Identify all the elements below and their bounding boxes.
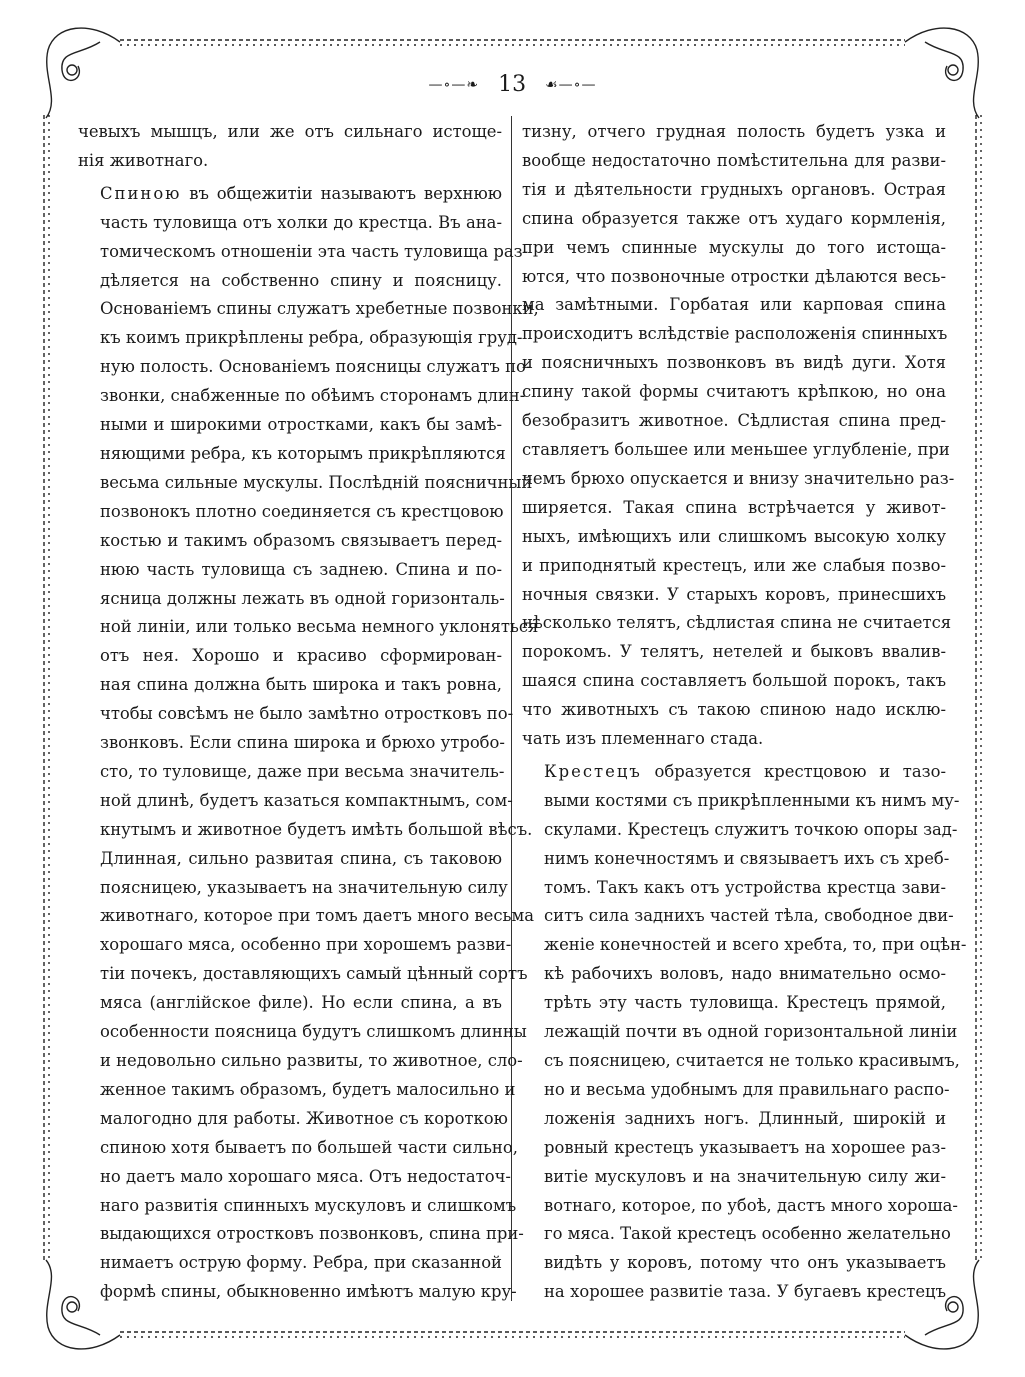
text-line: ситъ сила заднихъ частей тѣла, свободное дви- (544, 906, 954, 926)
text-line: хорошаго мяса, особенно при хорошемъ разви- (100, 935, 512, 955)
text-line: нія животнаго. (78, 150, 209, 170)
text-line: отъ нея. Хорошо и красиво сформирован- (100, 646, 502, 666)
text-line: ную полость. Основаніемъ поясницы служатъ по- (100, 357, 532, 377)
text-line: нѣсколько телятъ, сѣдлистая спина не считается (522, 613, 952, 633)
text-line: тія и дѣятельности грудныхъ органовъ. Острая (522, 179, 946, 199)
text-line: го мяса. Такой крестецъ особенно желательно (544, 1224, 951, 1244)
text-line: чать изъ племеннаго стада. (522, 729, 764, 749)
text-line: Основаніемъ спины служатъ хребетные позвонки, (100, 299, 539, 319)
text-line: ровный крестецъ указываетъ на хорошее раз- (544, 1137, 946, 1157)
text-line: витіе мускуловъ и на значительную силу жи- (544, 1166, 946, 1186)
text-line: звонковъ. Если спина широка и брюхо утробо- (100, 733, 505, 753)
text-line: при чемъ спинные мускулы до того истоща- (522, 237, 946, 257)
right-column (522, 118, 967, 1307)
text-line: ночныя связки. У старыхъ коровъ, принесшихъ (522, 584, 946, 604)
paragraph-croup: Крестецъ образуется крестцовою и тазо- выми костями съ прикрѣпленными къ нимъ му- скулами. Крестецъ служитъ точкою опоры зад- нимъ конечностямъ и связываетъ ихъ съ хреб- томъ. Такъ какъ отъ устройства крестца зави- ситъ сила заднихъ частей тѣла, свободное дви- женіе конечностей и всего хребта, то, при оцѣн- кѣ рабочихъ воловъ, надо внимательно осмо- трѣть эту часть туловища. Крестецъ прямой, лежащій почти въ одной горизонтальной линіи съ поясницею, считается не только красивымъ, но и весьма удобнымъ для правильнаго распо- ложенія заднихъ ногъ. Длинный, широкій и ровный крестецъ указываетъ на хорошее раз- витіе мускуловъ и на значительную силу жи- вотнаго, которое, по убоѣ, дастъ много хороша- го мяса. Такой крестецъ особенно желательно видѣть у коровъ, потому что онъ указываетъ на хорошее развитіе таза. У бугаевъ крестецъ (522, 758, 946, 1307)
text-line: звонки, снабженные по обѣимъ сторонамъ длин- (100, 386, 526, 406)
text-line: шаяся спина составляетъ большой порокъ, такъ (522, 671, 946, 691)
text-line: но даетъ мало хорошаго мяса. Отъ недостаточ- (100, 1166, 511, 1186)
text-line: наго развитія спинныхъ мускуловъ и слишкомъ (100, 1195, 517, 1215)
text-line: мяса (англійское филе). Но если спина, а въ (100, 993, 502, 1013)
paragraph-continued (78, 118, 502, 176)
text-line: и недовольно сильно развиты, то животное, сло- (100, 1051, 523, 1070)
text-line: безобразитъ животное. Сѣдлистая спина пред- (522, 411, 946, 431)
text-line: Длинная, сильно развитая спина, съ таковою (100, 848, 502, 868)
text-line: на хорошее развитіе таза. У бугаевъ крестецъ (544, 1282, 946, 1302)
text-line: выдающихся отростковъ позвонковъ, спина при- (100, 1224, 524, 1244)
text-line: чтобы совсѣмъ не было замѣтно отростковъ по- (100, 704, 514, 724)
text-line: вотнаго, которое, по убоѣ, дастъ много хороша- (544, 1195, 958, 1215)
text-line: ныхъ, имѣющихъ или слишкомъ высокую холку (522, 526, 946, 546)
text-line: но и весьма удобнымъ для правильнаго распо- (544, 1079, 950, 1099)
text-line: формѣ спины, обыкновенно имѣютъ малую кру- (100, 1282, 517, 1302)
text-line: малогодно для работы. Животное съ короткою (100, 1108, 508, 1128)
text-line: чемъ брюхо опускается и внизу значительно раз- (522, 468, 955, 488)
text-line: ются, что позвоночные отростки дѣлаются весь- (522, 266, 946, 286)
text-line: чевыхъ мышцъ, или же отъ сильнаго истоще- (78, 122, 502, 141)
text-line: спиною хотя бываетъ по большей части сильно, (100, 1137, 518, 1157)
text-line: ной линіи, или только весьма немного уклоняться (100, 617, 539, 637)
paragraph-continued (522, 118, 955, 754)
text-line: ложенія заднихъ ногъ. Длинный, широкій и (544, 1108, 946, 1128)
text-line: томическомъ отношеніи эта часть туловища раз- (100, 241, 529, 261)
text-line: происходитъ вслѣдствіе расположенія спинныхъ (522, 324, 948, 344)
text-line: и приподнятый крестецъ, или же слабыя позво- (522, 555, 946, 575)
header-ornament-left: —∘—❧ (428, 77, 480, 93)
text-line: костью и такимъ образомъ связываетъ перед- (100, 530, 502, 550)
text-line: видѣть у коровъ, потому что онъ указываетъ (544, 1253, 946, 1273)
text-line: кѣ рабочихъ воловъ, надо внимательно осмо- (544, 964, 946, 984)
text-line: трѣть эту часть туловища. Крестецъ прямой, (544, 993, 946, 1013)
text-line: лежащій почти въ одной горизонтальной линіи (544, 1022, 958, 1042)
text-line: няющими ребра, къ которымъ прикрѣпляются (100, 443, 506, 463)
text-line: нюю часть туловища съ заднею. Спина и по- (100, 559, 502, 579)
text-line: позвонокъ плотно соединяется съ крестцовою (100, 501, 504, 521)
text-line: сто, то туловище, даже при весьма значитель- (100, 761, 505, 781)
text-line: весьма сильные мускулы. Послѣдній поясничный (100, 472, 533, 492)
text-line: дѣляется на собственно спину и поясницу. (100, 270, 502, 290)
text-line: ными и широкими отростками, какъ бы замѣ- (100, 415, 502, 435)
text-line: ясница должны лежать въ одной горизонталь- (100, 588, 505, 608)
text-line: томъ. Такъ какъ отъ устройства крестца зави- (544, 877, 946, 897)
header-ornament-right: ☙—∘— (545, 77, 597, 93)
text-line: спину такой формы считаютъ крѣпкою, но она (522, 382, 946, 402)
text-line: выми костями съ прикрѣпленными къ нимъ му- (544, 790, 960, 810)
text-line: порокомъ. У телятъ, нетелей и быковъ ввалив- (522, 642, 946, 662)
text-line: ма замѣтными. Горбатая или карповая спина (522, 295, 946, 315)
text-line: животнаго, которое при томъ даетъ много весьма (100, 906, 534, 926)
text-line: и поясничныхъ позвонковъ въ видѣ дуги. Хотя (522, 353, 946, 373)
text-line: тіи почекъ, доставляющихъ самый цѣнный сортъ (100, 964, 528, 984)
text-line: часть туловища отъ холки до крестца. Въ ана- (100, 212, 502, 232)
text-line: ной длинѣ, будетъ казаться компактнымъ, сом- (100, 790, 513, 810)
text-line: нимаетъ острую форму. Ребра, при сказанной (100, 1253, 502, 1273)
text-line: женіе конечностей и всего хребта, то, при оцѣн- (544, 935, 967, 955)
text-line: ная спина должна быть широка и такъ ровна, (100, 675, 502, 695)
text-line: ставляетъ большее или меньшее углубленіе, при (522, 439, 950, 459)
text-line: особенности поясница будутъ слишкомъ длинны (100, 1022, 527, 1042)
term-krestets: Крестецъ (544, 761, 642, 781)
text-line: нимъ конечностямъ и связываетъ ихъ съ хреб- (544, 848, 950, 868)
text-line: ширяется. Такая спина встрѣчается у живот- (522, 497, 946, 517)
text-line: спина образуется также отъ худаго кормленія, (522, 208, 946, 228)
text-line: поясницею, указываетъ на значительную силу (100, 877, 508, 897)
term-spina: Спиною (100, 183, 182, 203)
text-line: что животныхъ съ такою спиною надо исклю- (522, 700, 946, 720)
text-line: тизну, отчего грудная полость будетъ узка и (522, 122, 946, 141)
text-line: съ поясницею, считается не только красивымъ, (544, 1051, 960, 1070)
text-line: женное такимъ образомъ, будетъ малосильно и (100, 1079, 516, 1099)
page-header (0, 72, 1025, 97)
paragraph-back: Спиною въ общежитіи называютъ верхнюю часть туловища отъ холки до крестца. Въ ана- томическомъ отношеніи эта часть туловища раз- дѣляется на собственно спину и поясницу. Основаніемъ спины служатъ хребетные позвонки, къ коимъ прикрѣплены ребра, образующія груд- ную полость. Основаніемъ поясницы служатъ по- звонки, снабженные по обѣимъ сторонамъ длин- ными и широкими отростками, какъ бы замѣ- няющими ребра, къ которымъ прикрѣпляются весьма сильные мускулы. Послѣдній поясничный позвонокъ плотно соединяется съ крестцовою костью и такимъ образомъ связываетъ перед- нюю часть туловища съ заднею. Спина и по- ясница должны лежать въ одной горизонталь- ной линіи, или только весьма немного уклоняться отъ нея. Хорошо и красиво сформирован- ная спина должна быть широка и такъ ровна, чтобы совсѣмъ не было замѣтно отростковъ по- звонковъ. Если спина широка и брюхо утробо- сто, то туловище, даже при весьма значитель- ной длинѣ, будетъ казаться компактнымъ, сом- кнутымъ и животное будетъ имѣть большой вѣсъ. Длинная, сильно развитая спина, съ таковою поясницею, указываетъ на значительную силу животнаго, которое при томъ даетъ много весьма хорошаго мяса, особенно при хорошемъ разви- тіи почекъ, доставляющихъ самый цѣнный сортъ мяса (англійское филе). Но если спина, а въ особенности поясница будутъ слишкомъ длинны и недовольно сильно развиты, то животное, сло- женное такимъ образомъ, будетъ малосильно и малогодно для работы. Животное съ короткою спиною хотя бываетъ по большей части сильно, но даетъ мало хорошаго мяса. Отъ недостаточ- наго развитія спинныхъ мускуловъ и слишкомъ выдающихся отростковъ позвонковъ, спина при- нимаетъ острую форму. Ребра, при сказанной формѣ спины, обыкновенно имѣютъ малую кру- (78, 180, 502, 1307)
text-line: скулами. Крестецъ служитъ точкою опоры зад- (544, 819, 958, 839)
text-line: вообще недостаточно помѣстительна для разви- (522, 150, 946, 170)
text-line: къ коимъ прикрѣплены ребра, образующія груд- (100, 328, 523, 348)
text-line: кнутымъ и животное будетъ имѣть большой вѣсъ. (100, 819, 533, 839)
left-column (78, 118, 539, 1307)
page-number: 13 (498, 72, 527, 97)
